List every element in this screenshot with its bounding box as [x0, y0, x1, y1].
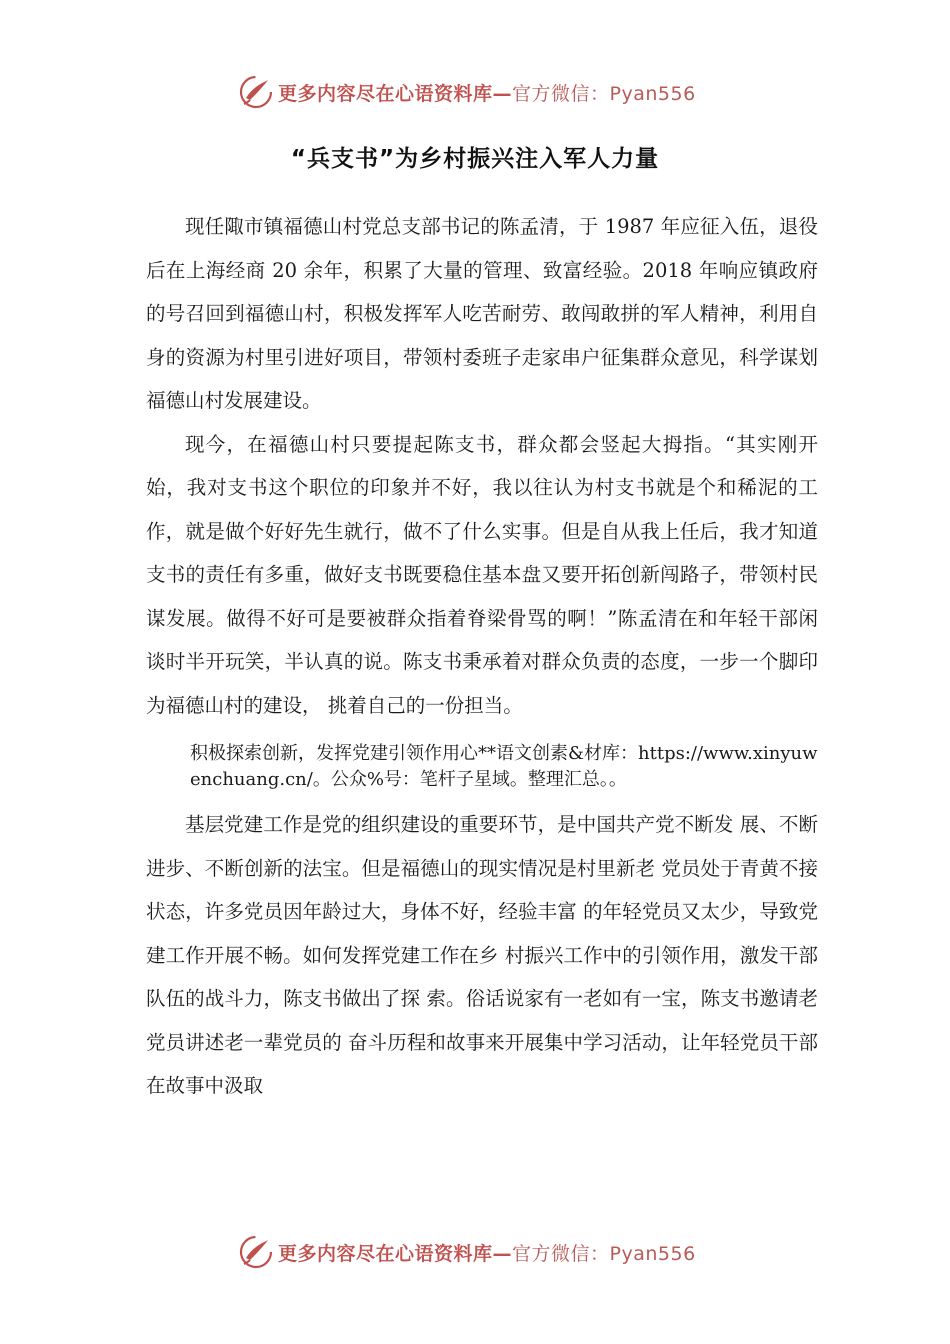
brush-logo-icon [238, 1234, 274, 1270]
header-banner [238, 72, 738, 112]
paragraph-2: 现今，在福德山村只要提起陈支书，群众都会竖起大拇指。“其实刚开始，我对支书这个职位的印象并不好，我以往认为村支书就是个和稀泥的工作，就是做个好好先生就行，做不了什么实事。但是自从我上任后，我才知道支书的责任有多重，做好支书既要稳住基本盘又要开拓创新闯路子，带领村民谋发展。做得不好可是要被群众指着脊梁骨骂的啊！”陈孟清在和年轻干部闲谈时半开玩笑，半认真的说。陈支书秉承着对群众负责的态度，一步一个脚印为福德山村的建设， 挑着自己的一份担当。 [146, 432, 818, 717]
document-title: “兵支书”为乡村振兴注入军人力量 [290, 146, 660, 172]
document-body [146, 205, 818, 1108]
header-banner-main: 更多内容尽在心语资料库— [278, 82, 513, 105]
paragraph-1: 现任陬市镇福德山村党总支部书记的陈孟清，于 1987 年应征入伍，退役后在上海经商 20 余年，积累了大量的管理、致富经验。2018 年响应镇政府的号召回到福德山村，积极发挥军人吃苦耐劳、敢闯敢拼的军人精神，利用自身的资源为村里引进好项目，带领村委班子走家串户征集群众意见，科学谋划福德山村发展建设。 [146, 215, 818, 412]
paragraph-3: 基层党建工作是党的组织建设的重要环节，是中国共产党不断发 展、不断进步、不断创新的法宝。但是福德山的现实情况是村里新老 党员处于青黄不接状态，许多党员因年龄过大，身体不好，经验丰富 的年轻党员又太少，导致党建工作开展不畅。如何发挥党建工作在乡 村振兴工作中的引领作用，激发干部队伍的战斗力，陈支书做出了探 索。俗话说家有一老如有一宝，陈支书邀请老党员讲述老一辈党员的 奋斗历程和故事来开展集中学习活动，让年轻党员干部在故事中汲取 [146, 813, 818, 1097]
footer-banner-text [278, 1239, 696, 1266]
footer-banner-main: 更多内容尽在心语资料库— [278, 1242, 513, 1265]
header-banner-wechat: 官方微信：Pyan556 [512, 82, 696, 105]
brush-logo-icon [238, 74, 274, 110]
header-banner-text [278, 79, 696, 106]
footer-banner-wechat: 官方微信：Pyan556 [512, 1242, 696, 1265]
note-paragraph: 积极探索创新，发挥党建引领作用心**语文创素&材库：https://www.xinyuwenchuang.cn/。公众%号：笔杆子星域。整理汇总。。 [190, 743, 818, 790]
footer-banner [238, 1232, 738, 1272]
